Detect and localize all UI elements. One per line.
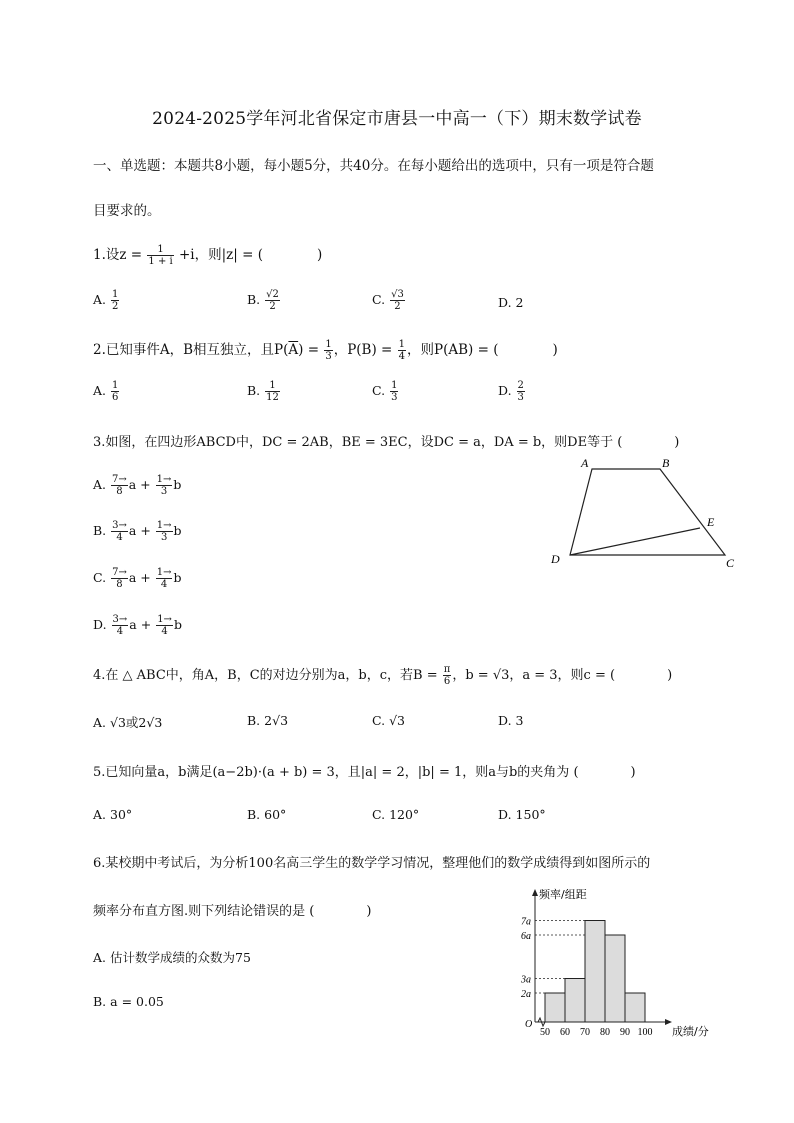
q6-option-b: B. a = 0.05 bbox=[93, 994, 164, 1009]
q1-option-a: A. $\frac{1}{2}$ bbox=[93, 289, 119, 312]
histogram-bar bbox=[565, 979, 585, 1023]
q1-prefix: 1.设z = bbox=[93, 247, 143, 263]
y-axis-arrow bbox=[532, 889, 538, 896]
y-axis-title: 频率/组距 bbox=[539, 888, 587, 901]
y-tick-label: 2a bbox=[521, 989, 531, 1000]
y-tick-label: 7a bbox=[521, 916, 531, 928]
question-6-line1: 6.某校期中考试后，为分析100名高三学生的数学学习情况，整理他们的数学成绩得到如图所示的 bbox=[93, 856, 651, 871]
q3-option-b: B. $\frac{3\to}{4}$ a + $\frac{1\to}{3}$ b bbox=[93, 520, 182, 543]
q1-fraction: $\frac{1}{1 + i}$ bbox=[148, 244, 173, 267]
q5-option-a: A. 30° bbox=[93, 807, 133, 822]
quadrilateral-figure bbox=[545, 455, 745, 575]
x-tick-label: 50 bbox=[540, 1027, 550, 1038]
histogram-bars bbox=[545, 921, 645, 1023]
question-6-line2: 频率分布直方图.则下列结论错误的是 ( ) bbox=[93, 904, 372, 919]
question-3: 3.如图，在四边形ABCD中，DC = 2AB，BE = 3EC，设DC = a，DA = b，则DE等于 ( ) bbox=[93, 435, 680, 450]
segment-de bbox=[570, 528, 700, 555]
frequency-histogram bbox=[500, 884, 740, 1039]
histogram-bar bbox=[545, 993, 565, 1022]
question-1 bbox=[93, 243, 322, 267]
q5-option-b: B. 60° bbox=[247, 807, 287, 822]
question-2: 2.已知事件A，B相互独立，且$P(\overline{A})$ = $\frac{1}{3}$ ，P(B) = $\frac{1}{4}$ ，则P(AB) = ( ) bbox=[93, 339, 558, 362]
x-tick-label: 60 bbox=[560, 1027, 570, 1038]
label-a: A bbox=[581, 456, 589, 470]
q2-option-b: B. $\frac{1}{12}$ bbox=[247, 380, 279, 403]
label-c: C bbox=[726, 556, 735, 570]
q2-a-complement: $\overline{A}$ bbox=[288, 342, 299, 358]
page-title: 2024-2025学年河北省保定市唐县一中高一（下）期末数学试卷 bbox=[152, 109, 642, 129]
origin-label: O bbox=[525, 1019, 533, 1030]
x-axis-title: 成绩/分 bbox=[672, 1025, 709, 1038]
q4-option-a: A. √3或2√3 bbox=[93, 715, 163, 730]
label-e: E bbox=[707, 515, 715, 529]
histogram-bar bbox=[605, 935, 625, 1022]
q3-option-d: D. $\frac{3\to}{4}$ a + $\frac{1\to}{4}$ b bbox=[93, 614, 182, 637]
y-tick-label: 6a bbox=[521, 931, 531, 942]
x-tick-label: 90 bbox=[620, 1027, 630, 1038]
q4-option-b: B. 2√3 bbox=[247, 713, 289, 728]
label-b: B bbox=[662, 456, 670, 470]
histogram-bar bbox=[585, 921, 605, 1023]
histogram-bar bbox=[625, 993, 645, 1022]
quadrilateral-abcd bbox=[570, 469, 725, 555]
q6-option-a: A. 估计数学成绩的众数为75 bbox=[93, 950, 251, 965]
x-tick-label: 100 bbox=[637, 1027, 653, 1038]
q2-option-a: A. $\frac{1}{6}$ bbox=[93, 380, 119, 403]
q3-option-c: C. $\frac{7\to}{8}$ a + $\frac{1\to}{4}$ b bbox=[93, 567, 182, 590]
q1-option-b: B. $\frac{√2}{2}$ bbox=[247, 289, 279, 312]
section-heading-line1: 一、单选题：本题共8小题，每小题5分，共40分。在每小题给出的选项中，只有一项是符合题 bbox=[93, 158, 654, 174]
x-tick-label: 80 bbox=[600, 1027, 610, 1038]
y-tick-label: 3a bbox=[521, 974, 531, 986]
label-d: D bbox=[551, 552, 560, 566]
q2-option-d: D. $\frac{2}{3}$ bbox=[498, 380, 524, 403]
q4-option-c: C. √3 bbox=[372, 713, 405, 728]
x-axis-arrow bbox=[665, 1019, 672, 1025]
q5-option-c: C. 120° bbox=[372, 807, 420, 822]
q3-option-a: A. $\frac{7\to}{8}$ a + $\frac{1\to}{3}$ b bbox=[93, 474, 182, 497]
q2-option-c: C. $\frac{1}{3}$ bbox=[372, 380, 398, 403]
section-heading-line2: 目要求的。 bbox=[93, 203, 161, 219]
question-4: 4.在 △ ABC中，角A，B，C的对边分别为a，b，c，若B = $\frac{\pi}{6}$ ，b = √3，a = 3，则c = ( ) bbox=[93, 664, 673, 687]
x-tick-label: 70 bbox=[580, 1027, 590, 1038]
q1-option-d: D. 2 bbox=[498, 295, 524, 310]
question-5: 5.已知向量a，b满足(a−2b)·(a + b) = 3，且|a| = 2，|b| = 1，则a与b的夹角为 ( ) bbox=[93, 765, 636, 780]
q1-suffix: +i，则|z| = ( ) bbox=[179, 247, 323, 263]
q4-option-d: D. 3 bbox=[498, 713, 524, 728]
q1-option-c: C. $\frac{√3}{2}$ bbox=[372, 289, 404, 312]
q5-option-d: D. 150° bbox=[498, 807, 546, 822]
